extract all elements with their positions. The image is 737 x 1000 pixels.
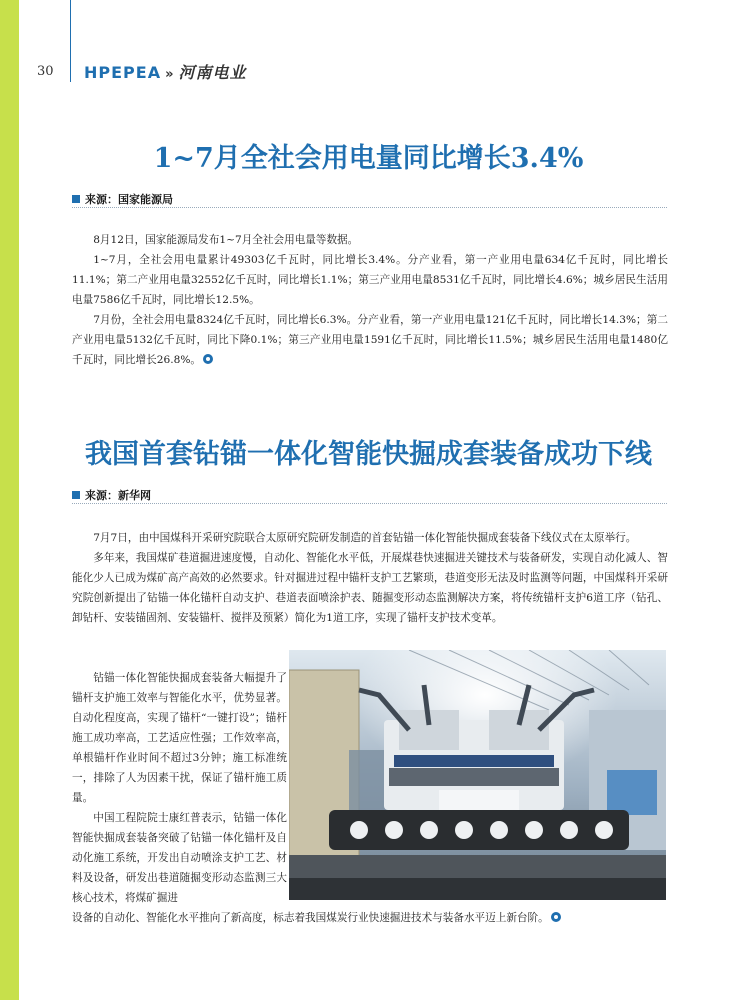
article2-source [72, 487, 151, 503]
article2-paragraph: 多年来，我国煤矿巷道掘进速度慢，自动化、智能化水平低，开展煤巷快速掘进关键技术与装备研发，实现自动化减人、智能化少人已成为煤矿高产高效的必然要求。针对掘进过程中锚杆支护工艺繁琐，巷道变形无法及时监测等问题，中国煤科开采研究院创新提出了钻锚一体化锚杆自动支护、巷道表面喷涂护表、随掘变形动态监测解决方案，将传统锚杆支护6道工序（钻孔、卸钻杆、安装锚固剂、安装锚杆、搅拌及预紧）简化为1道工序，实现了锚杆支护技术变革。 [72, 552, 668, 624]
end-mark-icon [203, 354, 213, 364]
magazine-brand [84, 60, 247, 83]
article1-title: 1~7月全社会用电量同比增长3.4% [153, 143, 584, 174]
article2-body-bottom [72, 908, 668, 928]
article2-body-left [72, 668, 287, 908]
brand-latin: HPEPEA [84, 63, 162, 82]
page-number: 30 [37, 64, 54, 79]
header-divider [70, 0, 71, 82]
article2-paragraph: 7月7日，由中国煤科开采研究院联合太原研究院研发制造的首套钻锚一体化智能快掘成套装备下线仪式在太原举行。 [93, 532, 637, 544]
source-square-icon [72, 195, 80, 203]
article2-body-top [72, 528, 668, 628]
article2-divider [72, 503, 667, 504]
article2-title: 我国首套钻锚一体化智能快掘成套装备成功下线 [85, 439, 652, 470]
article1-paragraph: 8月12日，国家能源局发布1~7月全社会用电量等数据。 [93, 234, 359, 246]
article1-paragraph-text: 7月份，全社会用电量8324亿千瓦时，同比增长6.3%。分产业看，第一产业用电量121亿千瓦时，同比增长14.3%；第二产业用电量5132亿千瓦时，同比下降0.1%；第三产业用电量1591亿千瓦时，同比增长11.5%；城乡居民生活用电量1480亿千瓦时，同比增长26.8%。 [72, 314, 668, 366]
article1-paragraph [72, 310, 668, 370]
article1-divider [72, 207, 667, 208]
mining-equipment-illustration [289, 650, 666, 900]
article2-paragraph-text: 设备的自动化、智能化水平推向了新高度，标志着我国煤炭行业快速掘进技术与装备水平迈上新台阶。 [72, 912, 549, 924]
brand-chinese: 河南电业 [178, 63, 247, 82]
article1-body [72, 230, 668, 370]
article2-source-text: 来源：新华网 [85, 489, 151, 502]
end-mark-icon [551, 912, 561, 922]
mining-equipment-photo [289, 650, 666, 900]
article1-source-text: 来源：国家能源局 [85, 193, 173, 206]
article2-paragraph: 中国工程院院士康红普表示，钻锚一体化智能快掘成套装备突破了钻锚一体化锚杆及自动化施工系统，开发出自动喷涂支护工艺、材料及设备，研发出巷道随掘变形动态监测三大核心技术，将煤矿掘进 [72, 812, 287, 904]
source-square-icon [72, 491, 80, 499]
article2-paragraph: 钻锚一体化智能快掘成套装备大幅提升了锚杆支护施工效率与智能化水平，优势显著。自动化程度高，实现了锚杆“一键打设”；锚杆施工成功率高，工艺适应性强；工作效率高，单根锚杆作业时间不超过3分钟；施工标准统一，排除了人为因素干扰，保证了锚杆施工质量。 [72, 672, 287, 804]
article1-paragraph: 1~7月，全社会用电量累计49303亿千瓦时，同比增长3.4%。分产业看，第一产业用电量634亿千瓦时，同比增长11.1%；第二产业用电量32552亿千瓦时，同比增长1.1%；第三产业用电量8531亿千瓦时，同比增长4.6%；城乡居民生活用电量7586亿千瓦时，同比增长12.5%。 [72, 254, 668, 306]
article2-paragraph [72, 908, 668, 928]
article1-source [72, 191, 173, 207]
brand-separator: » [165, 67, 175, 82]
